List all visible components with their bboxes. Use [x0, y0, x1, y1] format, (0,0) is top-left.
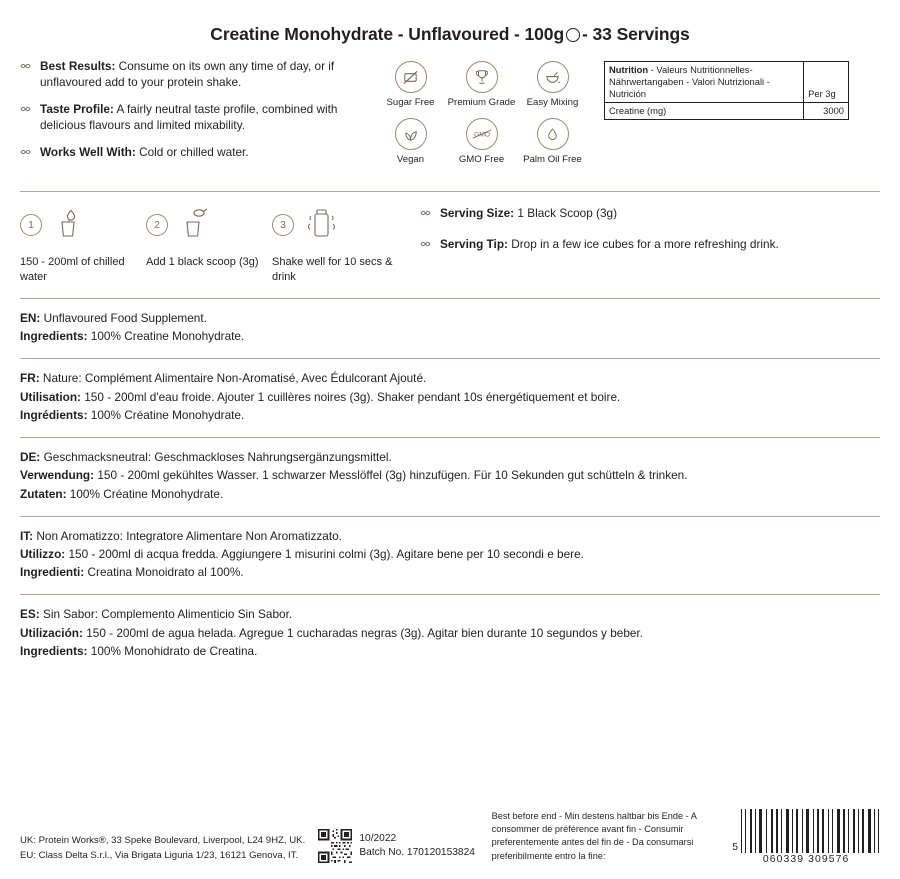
company-address	[20, 834, 318, 865]
feature-label: Palm Oil Free	[523, 154, 582, 165]
batch-number: Batch No. 170120153824	[359, 847, 475, 858]
svg-text:GMO: GMO	[473, 131, 490, 139]
benefit-item	[20, 59, 375, 90]
lang-line-label: Zutaten:	[20, 486, 67, 501]
feature-label: GMO Free	[458, 154, 505, 165]
benefit-item	[20, 145, 375, 162]
lang-line	[20, 449, 880, 466]
lang-line	[20, 467, 880, 484]
lang-line	[20, 328, 880, 345]
lang-line-label: Ingrédients:	[20, 407, 88, 422]
leaf-bullet-icon	[420, 237, 440, 254]
feature-label: Easy Mixing	[526, 97, 579, 108]
lang-line-body: 100% Monohidrato de Creatina.	[87, 643, 258, 658]
vegan-icon	[395, 118, 427, 150]
sugar-free-icon	[395, 61, 427, 93]
lang-line	[20, 643, 880, 660]
step-head	[20, 204, 146, 246]
step-item	[20, 204, 146, 284]
water-glass-icon	[54, 206, 82, 245]
lang-line	[20, 407, 880, 424]
benefit-body: A fairly neutral taste profile, combined with delicious flavours and limited mixability.	[40, 102, 338, 132]
serving-size	[420, 206, 779, 223]
lang-line-body: Nature: Complément Alimentaire Non-Aromatisé, Avec Édulcorant Ajouté.	[39, 371, 427, 386]
steps-list	[20, 204, 410, 284]
lang-line-body: 100% Créatine Monohydrate.	[87, 407, 245, 422]
serving-tip	[420, 237, 779, 254]
best-before-date: 10/2022	[359, 833, 397, 845]
benefit-label: Best Results:	[40, 59, 116, 73]
lang-line	[20, 370, 880, 387]
feature-label: Vegan	[396, 154, 425, 165]
step-text: 150 - 200ml of chilled water	[20, 256, 125, 283]
qr-code-icon	[318, 829, 352, 863]
table-header-row	[605, 62, 849, 103]
lang-line-label: Ingredienti:	[20, 565, 85, 580]
benefit-text	[40, 59, 375, 90]
serving-text	[440, 206, 617, 222]
lang-block-fr	[20, 359, 880, 437]
lang-line-body: 150 - 200ml d'eau froide. Ajouter 1 cuillères noires (3g). Shaker pendant 10s énergétiquement et boire.	[80, 389, 621, 404]
address-eu: EU: Class Delta S.r.l., Via Brigata Liguria 1/23, 16121 Genova, IT.	[20, 849, 299, 861]
lang-block-it	[20, 517, 880, 595]
lang-line-label: Ingredients:	[20, 329, 88, 344]
benefit-item	[20, 102, 375, 133]
lang-line	[20, 528, 880, 545]
lang-line	[20, 486, 880, 503]
ean-number: 060339 309576	[762, 854, 850, 865]
serving-text	[440, 237, 779, 253]
benefits-column	[20, 59, 375, 175]
lang-block-es	[20, 595, 880, 673]
ean-first-digit: 5	[732, 842, 738, 853]
lang-line	[20, 546, 880, 563]
directions-section	[0, 192, 900, 284]
lang-line	[20, 625, 880, 642]
lang-line-body: Sin Sabor: Complemento Alimenticio Sin Sabor.	[39, 607, 293, 622]
shaker-icon	[306, 206, 338, 245]
page-title-before: Creatine Monohydrate - Unflavoured - 100g	[210, 24, 565, 44]
step-text: Shake well for 10 secs & drink	[272, 256, 393, 283]
feature-vegan	[375, 118, 446, 165]
feature-gmo-free	[446, 118, 517, 165]
scoop-glass-icon	[180, 206, 210, 245]
step-number: 1	[20, 214, 42, 236]
barcode-bars	[741, 809, 880, 853]
step-number: 3	[272, 214, 294, 236]
nutrition-heading	[605, 62, 804, 103]
feature-premium-grade	[446, 61, 517, 108]
feature-palm-oil-free	[517, 118, 588, 165]
easy-mixing-icon	[537, 61, 569, 93]
address-uk: UK: Protein Works®, 33 Speke Boulevard, Liverpool, L24 9HZ, UK.	[20, 835, 306, 847]
barcode	[732, 809, 880, 865]
gmo-free-icon	[466, 118, 498, 150]
lang-line-body: Geschmacksneutral: Geschmackloses Nahrungsergänzungsmittel.	[40, 450, 392, 465]
feature-easy-mixing	[517, 61, 588, 108]
premium-grade-icon	[466, 61, 498, 93]
leaf-bullet-icon	[20, 145, 40, 162]
page-title-after: - 33 Servings	[582, 24, 690, 44]
lang-line-body: Non Aromatizzo: Integratore Alimentare Non Aromatizzato.	[33, 528, 342, 543]
barcode-row	[732, 809, 880, 853]
lang-line-label: EN:	[20, 311, 41, 326]
lang-line	[20, 310, 880, 327]
lang-line-label: DE:	[20, 450, 41, 465]
benefit-label: Works Well With:	[40, 145, 136, 160]
benefit-text	[40, 145, 249, 161]
footer	[0, 809, 900, 865]
language-sections	[0, 299, 900, 673]
batch-text	[359, 832, 475, 860]
lang-line	[20, 564, 880, 581]
nutrition-column	[590, 59, 845, 175]
feature-label: Premium Grade	[447, 97, 516, 108]
benefit-text	[40, 102, 375, 133]
lang-line-body: 100% Créatine Monohydrate.	[66, 486, 224, 501]
leaf-bullet-icon	[20, 59, 40, 76]
step-head	[272, 204, 398, 246]
lang-line	[20, 389, 880, 406]
lang-line-label: Ingredients:	[20, 643, 88, 658]
leaf-bullet-icon	[20, 102, 40, 119]
lang-line-label: Verwendung:	[20, 468, 95, 483]
feature-sugar-free	[375, 61, 446, 108]
benefit-body: Consume on its own any time of day, or if unflavoured add to your protein shake.	[40, 59, 335, 89]
benefit-body: Cold or chilled water.	[135, 145, 249, 160]
lang-line-label: ES:	[20, 607, 40, 622]
serving-label: Serving Size:	[440, 206, 515, 220]
table-row	[605, 103, 849, 120]
lang-line-label: FR:	[20, 371, 40, 386]
lang-line-body: 150 - 200ml gekühltes Wasser. 1 schwarzer Messlöffel (3g) hinzufügen. Für 10 Sekunden gut schütteln & trinken.	[94, 468, 688, 483]
palm-oil-free-icon	[537, 118, 569, 150]
lang-line-body: 150 - 200ml de agua helada. Agregue 1 cucharadas negras (3g). Agitar bien durante 10 segundos y beber.	[82, 625, 644, 640]
nutrition-table	[604, 61, 849, 120]
step-number: 2	[146, 214, 168, 236]
step-item	[272, 204, 398, 284]
batch-info	[318, 829, 491, 865]
lang-line-label: Utilizzo:	[20, 547, 66, 561]
nutrient-value: 3000	[804, 103, 849, 120]
nutrition-heading-rest: - Valeurs Nutritionnelles- Nährwertangaben - Valori Nutrizionali - Nutrición	[609, 64, 770, 100]
top-section	[0, 45, 900, 175]
leaf-bullet-icon	[420, 206, 440, 223]
feature-icons	[375, 59, 590, 175]
lang-line-label: IT:	[20, 528, 34, 543]
lang-line-label: Utilización:	[20, 625, 83, 640]
nutrition-heading-bold: Nutrition	[609, 64, 649, 75]
lang-line-body: Unflavoured Food Supplement.	[40, 311, 207, 326]
serving-body: 1 Black Scoop (3g)	[514, 206, 618, 220]
lang-line	[20, 606, 880, 623]
lang-line-body: Creatina Monoidrato al 100%.	[84, 565, 244, 580]
step-text: Add 1 black scoop (3g)	[146, 256, 259, 268]
feature-label: Sugar Free	[386, 97, 435, 108]
step-head	[146, 204, 272, 246]
serving-column	[410, 204, 779, 284]
benefit-label: Taste Profile:	[40, 102, 114, 117]
serving-body: Drop in a few ice cubes for a more refreshing drink.	[507, 236, 779, 251]
best-before-text: Best before end - Min destens haltbar bis Ende - A consommer de préférence avant fin - Consumir preferentemente antes del fin de - Da consumarsi preferibilmente entro la fine:	[491, 810, 697, 861]
page-title	[0, 0, 900, 45]
lang-block-de	[20, 438, 880, 516]
lang-block-en	[20, 299, 880, 358]
lang-line-body: 100% Creatine Monohydrate.	[87, 329, 245, 344]
serving-label: Serving Tip:	[440, 236, 508, 251]
step-item	[146, 204, 272, 284]
nutrient-name: Creatine (mg)	[605, 103, 804, 120]
nutrition-per-column: Per 3g	[804, 62, 849, 103]
net-quantity-icon	[566, 28, 580, 42]
lang-line-label: Utilisation:	[20, 389, 81, 404]
lang-line-body: 150 - 200ml di acqua fredda. Aggiungere 1 misurini colmi (3g). Agitare bene per 10 secondi e bere.	[65, 547, 584, 561]
